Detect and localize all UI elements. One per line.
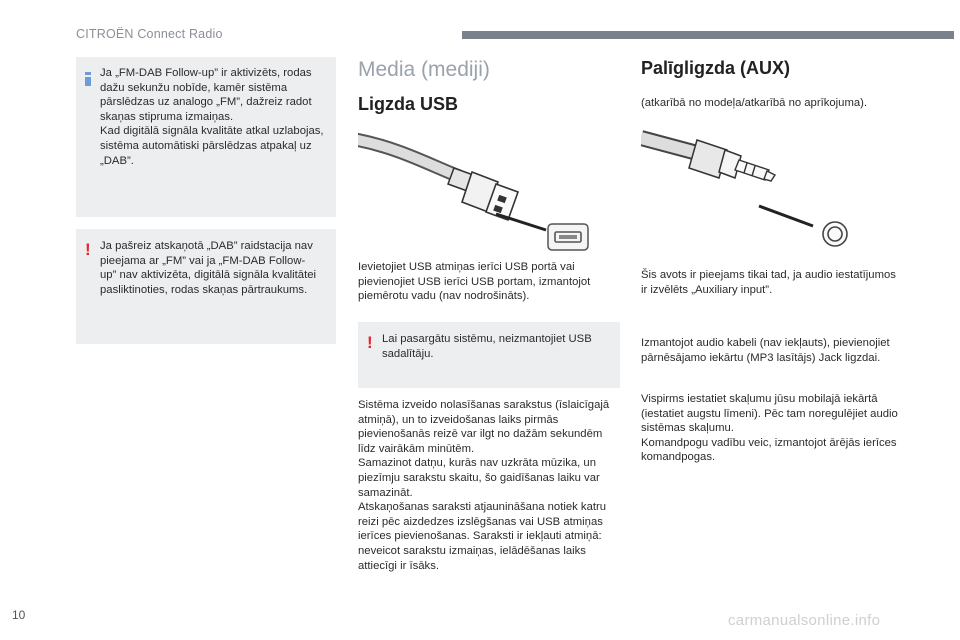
- warning-note-text: Ja pašreiz atskaņotā „DAB” raidstacija nav pieejama ar „FM” vai ja „FM-DAB Follow- up” nav aktivizēta, digitālā signāla kvalitātei pasliktinoties, rodas skaņas pārtraukums.: [100, 240, 317, 296]
- usb-connector-illustration: [358, 126, 598, 256]
- page-number: 10: [12, 608, 26, 622]
- watermark: carmanualsonline.info: [728, 612, 881, 629]
- aux-paragraph-1: Šis avots ir pieejams tikai tad, ja audio iestatījumos ir izvēlēts „Auxiliary input”.: [641, 269, 896, 296]
- subsection-title-usb: Ligzda USB: [358, 94, 459, 114]
- aux-intro: (atkarībā no modeļa/atkarībā no aprīkojuma).: [641, 97, 868, 109]
- jack-plug-illustration: [641, 126, 861, 252]
- exclamation-icon: !: [367, 333, 373, 352]
- info-icon: [85, 72, 91, 86]
- usb-warning-note: [358, 322, 620, 388]
- running-header-title: CITROËN Connect Radio: [76, 27, 223, 41]
- usb-paragraph-1: Ievietojiet USB atmiņas ierīci USB portā vai pievienojiet USB ierīci USB portam, izmantojot piemērotu vadu (nav nodrošināts).: [358, 261, 591, 303]
- header-rule: [462, 31, 954, 39]
- section-title-media: Media (mediji): [358, 58, 490, 81]
- section-title-aux: Palīgligzda (AUX): [641, 58, 791, 78]
- aux-paragraph-2: Izmantojot audio kabeli (nav iekļauts), pievienojiet pārnēsājamo iekārtu (MP3 lasītājs) Jack ligzdai.: [641, 337, 890, 364]
- info-note-text: Ja „FM-DAB Follow-up” ir aktivizēts, rodas dažu sekunžu nobīde, kamēr sistēma pārslēdzas uz analogo „FM”, dažreiz radot skaņas stipruma izmaiņas. Kad digitālā signāla kvalitāte atkal uzlabojas, sistēma automātiski pārslēdzas atpakaļ uz „DAB”.: [100, 67, 324, 167]
- exclamation-icon: !: [85, 240, 91, 259]
- usb-warning-note-text: Lai pasargātu sistēmu, neizmantojiet USB sadalītāju.: [382, 333, 592, 360]
- usb-paragraph-2: Sistēma izveido nolasīšanas sarakstus (īslaicīgajā atmiņā), un to izveidošanas laiks pirmās pievienošanās reizē var ilgt no dažām sekundēm līdz vairākām minūtēm. Samazinot datņu, kurās nav uzkrāta mūzika, un piezīmju sarakstu skaitu, šo gaidīšanas laiku var samazināt. Atskaņošanas saraksti atjaunināšana notiek katru reizi pēc aizdedzes izslēgšanas vai USB atmiņas ierīces pievienošanas. Saraksti ir iekļauti atmiņā: neveicot sarakstu izmaiņas, ielādēšanas laiks attiecīgi ir īsāks.: [358, 399, 610, 572]
- aux-paragraph-3: Vispirms iestatiet skaļumu jūsu mobilajā iekārtā (iestatiet augstu līmeni). Pēc tam noregulējiet audio sistēmas skaļumu. Komandpogu vadību veic, izmantojot ārējās ierīces komandpogas.: [641, 393, 898, 464]
- warning-note: [76, 229, 336, 344]
- info-note: [76, 57, 336, 217]
